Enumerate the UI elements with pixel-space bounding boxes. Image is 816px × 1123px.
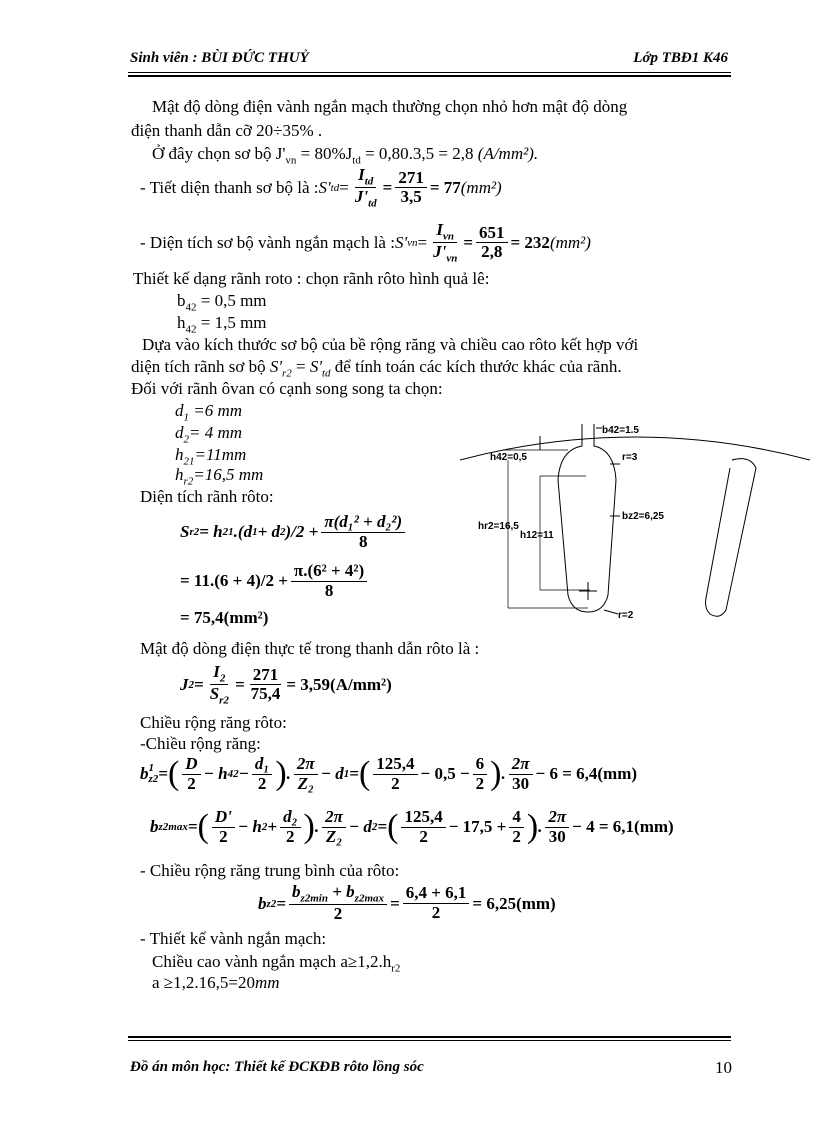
paragraph-11: -Chiều rộng răng: (140, 734, 261, 753)
paragraph-1-line-2: điện thanh dẫn cỡ 20÷35% . (131, 121, 323, 140)
adjacent-slot-outline (706, 459, 757, 617)
paragraph-15: a ≥1,2.16,5=20mm (152, 973, 280, 992)
r2-leader (604, 610, 618, 614)
paragraph-7: Đối với rãnh ôvan có cạnh song song ta chọn: (131, 379, 443, 398)
sr2-equation-line-3: = 75,4(mm²) (180, 608, 269, 627)
bz2-min-equation: b 1 z2 = ( $\frac{D}{2}$ − h 42 − $\frac{\text{d₁}}{2}$ ) . $\frac{2\pi}{\text{Z₂}}$ − d 1 = ( $\frac{125,4}{2}$ − 0,5 − $\frac{6}{2}$ ) . $\frac{2\pi}{30}$ − 6 = 6,4(mm) (140, 754, 638, 793)
header-rule (128, 72, 731, 73)
paragraph-9: Mật độ dòng điện thực tế trong thanh dẫn rôto là : (140, 639, 480, 658)
bz2-max-equation: b z2max = ( $\frac{D'}{2}$ − h 2 + $\frac{\text{d₂}}{2}$ ) . $\frac{2\pi}{\text{Z₂}}$ − d 2 = ( $\frac{125,4}{2}$ − 17,5 + $\frac{4}{2}$ ) . $\frac{2\pi}{30}$ − 4 = 6,1(mm) (150, 807, 674, 846)
footer-rule (128, 1040, 731, 1041)
paragraph-10: Chiều rộng răng rôto: (140, 713, 287, 732)
hr2-value: $h_{r2}=16,5$ mm (175, 465, 264, 488)
paragraph-2: Ở đây chọn sơ bộ $J'_{vn} = 80\%J_{td} = 0,80.3,5 = 2,8$ (A/mm²). (152, 144, 539, 167)
rotor-slot-diagram (460, 420, 810, 620)
paragraph-1-line-1: Mật độ dòng điện vành ngắn mạch thường chọn nhỏ hơn mật độ dòng (152, 97, 628, 116)
paragraph-8: Diện tích rãnh rôto: (140, 487, 274, 506)
bar-section-formula: - Tiết diện thanh sơ bộ là : S' td = $\frac{I_{td}}{J'_{td}}$ = $\frac{271}{3,5}$ = 77 (mm²) (140, 165, 502, 210)
paragraph-6-line-2: diện tích rãnh sơ bộ $S'_{r2} = S'_{td}$ để tính toán các kích thước khác của rãnh. (131, 357, 622, 380)
j2-equation: J 2 = $\frac{I_2}{S_{r2}}$ = $\frac{271}{75,4}$ = 3,59(A/mm²) (180, 662, 392, 707)
h21-value: $h_{21}=11mm$ (175, 445, 247, 468)
paragraph-6-line-1: Dựa vào kích thước sơ bộ của bề rộng răng và chiều cao rôto kết hợp với (142, 335, 639, 354)
bz2-average-equation: b z2 = $\frac{b_{z2min} + b_{z2max}}{2}$ = $\frac{6,4 + 6,1}{2}$ = 6,25(mm) (258, 882, 556, 924)
label-h42: h42=0,5 (490, 452, 527, 463)
ring-area-formula: - Diện tích sơ bộ vành ngắn mạch là : S' vn = $\frac{I_{vn}}{J'_{vn}}$ = $\frac{651}{2,8}$ = 232 (mm²) (140, 220, 591, 265)
label-hr2: hr2=16,5 (478, 521, 519, 532)
label-bz2: bz2=6,25 (622, 511, 664, 522)
footer-rule-thick (128, 1036, 731, 1038)
header-author: Sinh viên : BÙI ĐỨC THUỶ (130, 50, 309, 66)
paragraph-12: - Chiều rộng răng trung bình của rôto: (140, 861, 400, 880)
page-number: 10 (715, 1058, 732, 1077)
header-rule-thick (128, 75, 731, 77)
label-r2: r=2 (618, 610, 634, 620)
sr2-equation-line-1: S r2 = h 21 .(d 1 + d 2 )/2 + $\frac{\text{π(d₁² + d₂²)}}{8}$ (180, 513, 408, 551)
header-class: Lớp TBĐ1 K46 (633, 50, 728, 66)
d1-value: $d_1 =6$ mm (175, 401, 243, 424)
slot-outline (558, 430, 616, 612)
footer-title: Đồ án môn học: Thiết kế ĐCKĐB rôto lồng sóc (130, 1059, 424, 1075)
paragraph-14: Chiều cao vành ngắn mạch $a\ge 1,2.h_{r2}$ (152, 952, 401, 975)
paragraph-13: - Thiết kế vành ngắn mạch: (140, 929, 327, 948)
label-r3: r=3 (622, 452, 638, 463)
label-b42: b42=1.5 (602, 425, 639, 436)
h42-value: $h_{42} = 1,5$ mm (177, 313, 267, 336)
label-h12: h12=11 (520, 530, 554, 541)
d2-value: $d_2= 4$ mm (175, 423, 243, 446)
b42-value: $b_{42} = 0,5$ mm (177, 291, 267, 314)
sr2-equation-line-2: = 11.(6 + 4)/2 + $\frac{\text{π.(6² + 4²)}}{8}$ (180, 562, 370, 600)
paragraph-5: Thiết kế dạng rãnh roto : chọn rãnh rôto hình quả lê: (133, 269, 490, 288)
